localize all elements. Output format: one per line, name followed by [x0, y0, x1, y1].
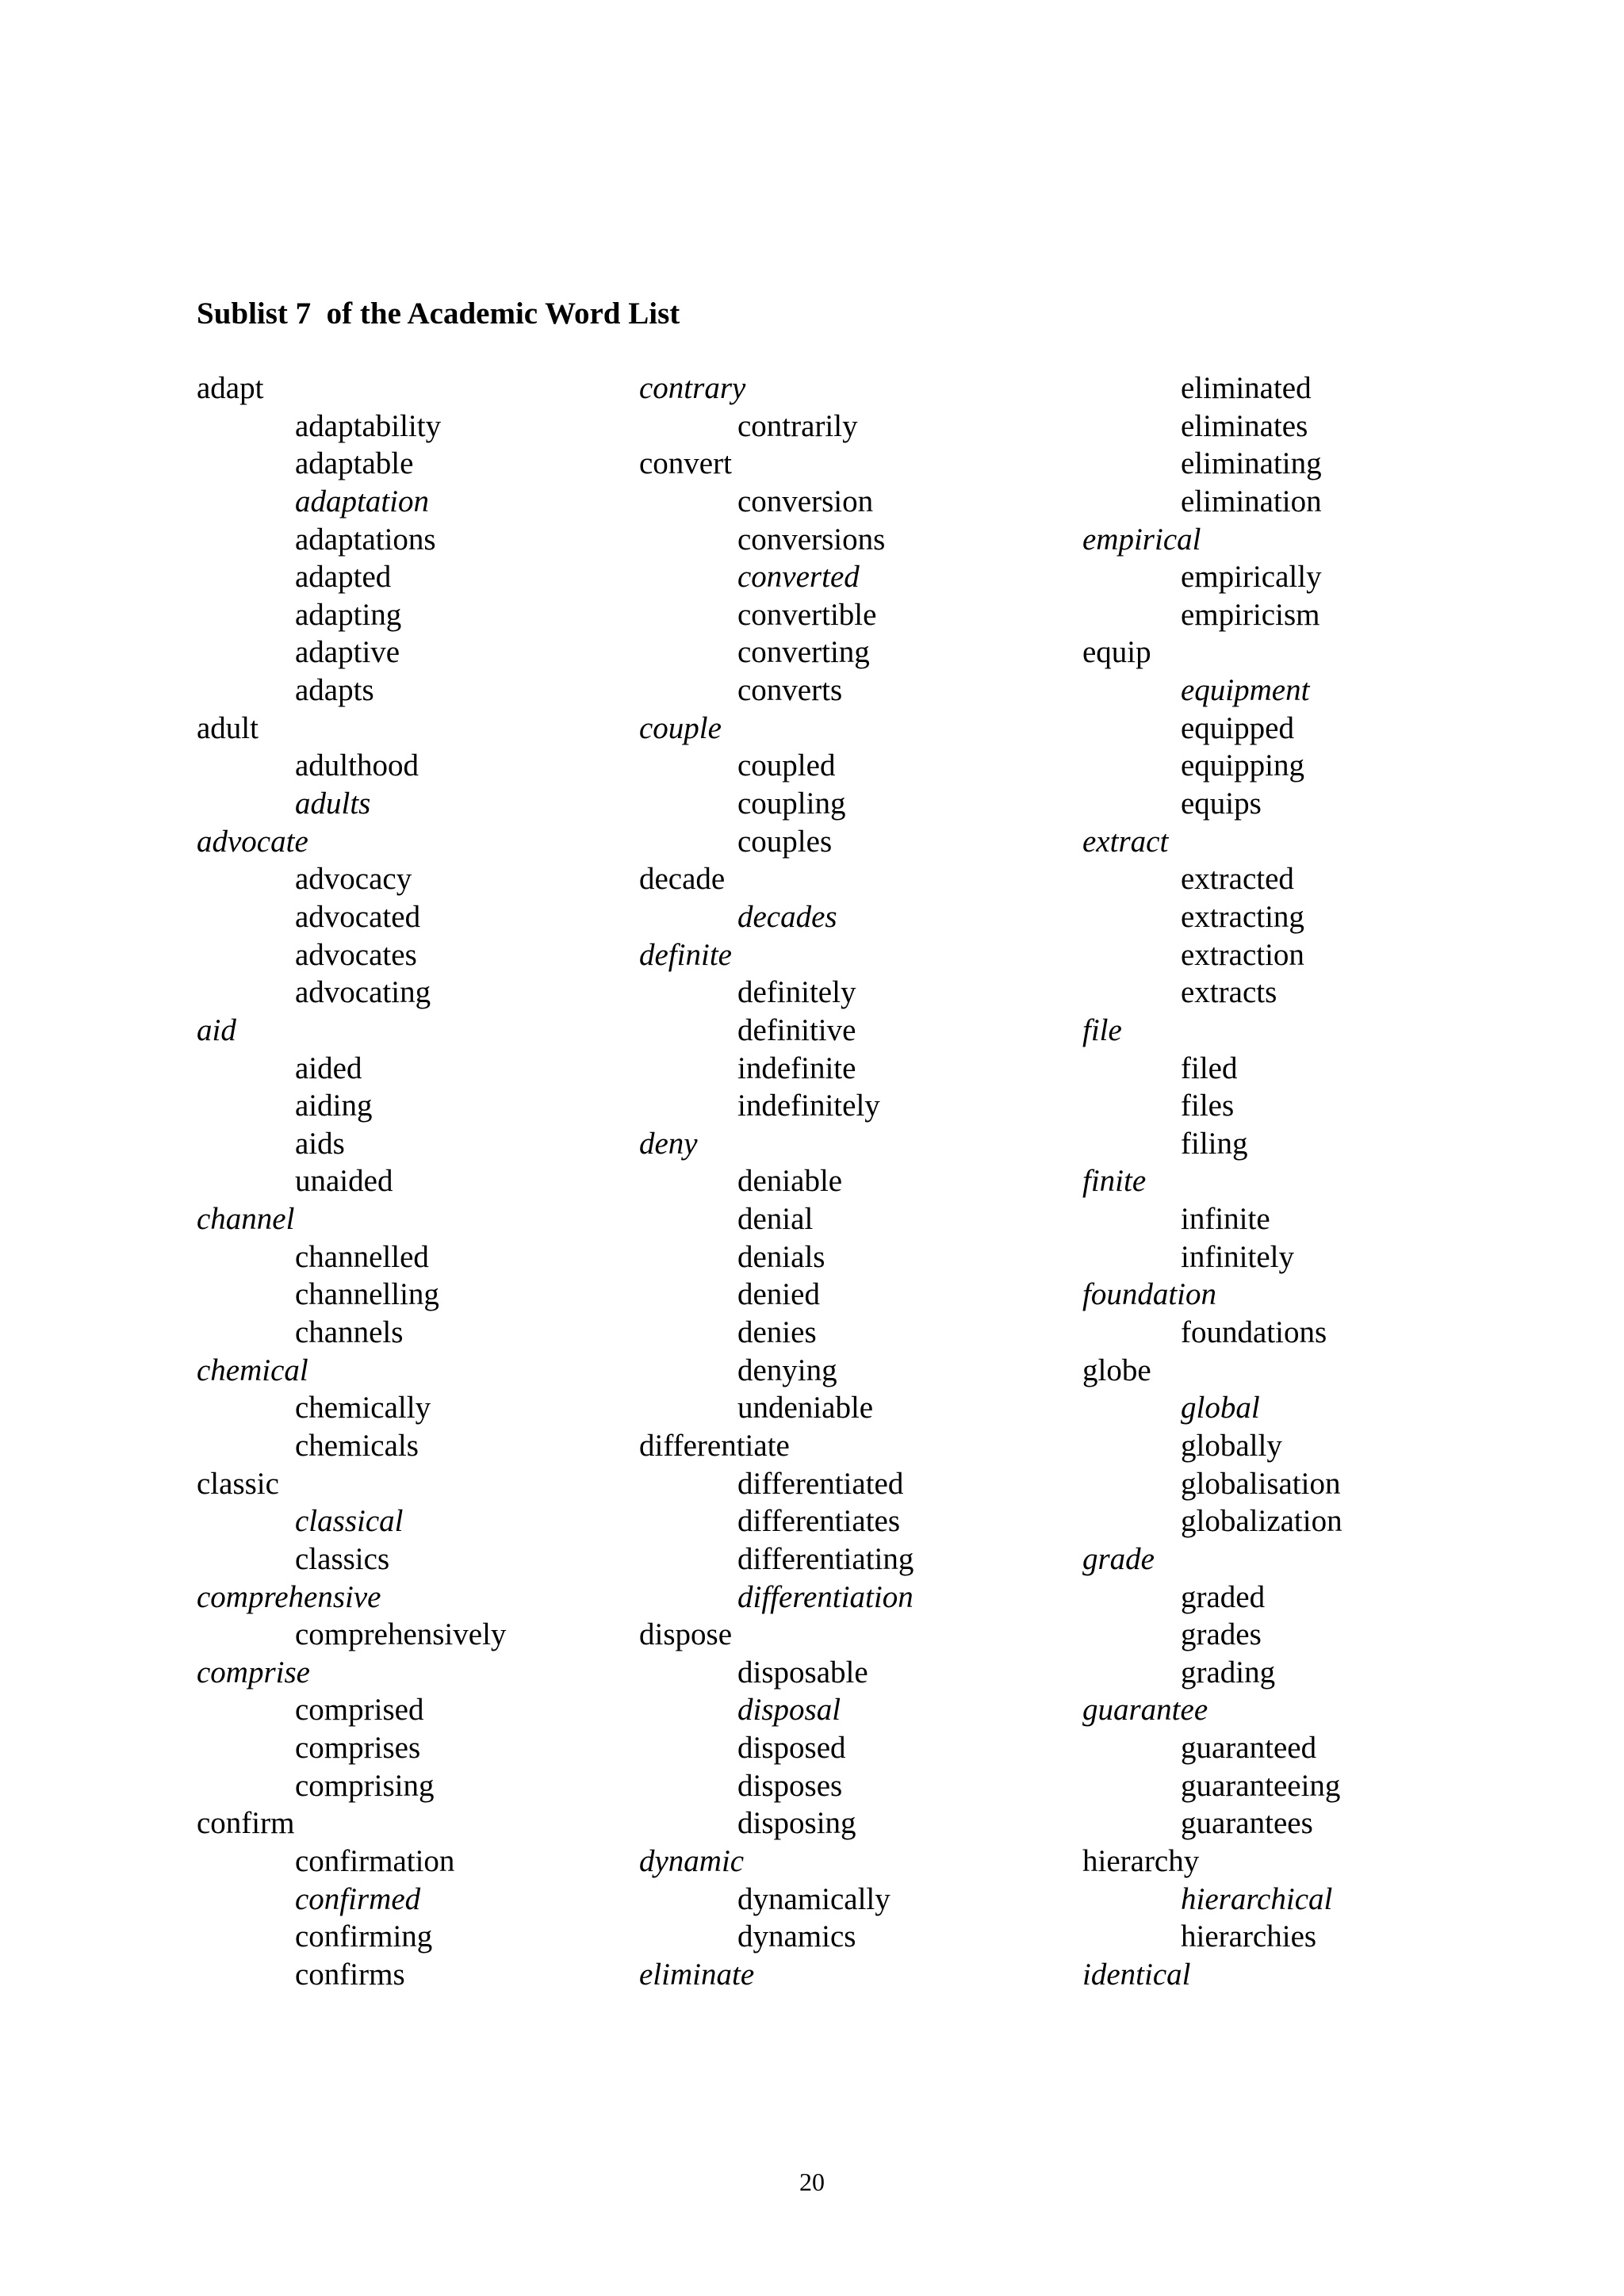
word-form: dynamically — [737, 1881, 891, 1916]
headword: advocate — [197, 824, 308, 859]
word-form: grades — [1181, 1617, 1262, 1652]
word-form: channelled — [295, 1239, 429, 1274]
headword: adapt — [197, 371, 264, 405]
word-form: extracts — [1181, 975, 1277, 1010]
word-column-2 — [639, 369, 914, 1994]
word-form: disposable — [737, 1655, 868, 1689]
word-form: adaptations — [295, 522, 436, 557]
word-form: comprises — [295, 1731, 421, 1766]
headword: empirical — [1082, 522, 1201, 557]
word-form: adapts — [295, 673, 374, 708]
word-form: guarantees — [1181, 1806, 1313, 1841]
word-form: equipping — [1181, 748, 1304, 783]
word-form: filing — [1181, 1126, 1248, 1161]
word-form: aids — [295, 1126, 345, 1161]
headword: adult — [197, 710, 259, 745]
word-form: equipped — [1181, 710, 1294, 745]
word-form: denying — [737, 1353, 837, 1387]
word-form: adaptable — [295, 446, 414, 481]
word-form: extracting — [1181, 899, 1304, 934]
word-form: disposed — [737, 1731, 846, 1766]
page-number: 20 — [799, 2168, 825, 2196]
headword: guarantee — [1082, 1693, 1208, 1728]
word-form: denials — [737, 1239, 825, 1274]
word-form: graded — [1181, 1579, 1266, 1614]
word-form: global — [1181, 1391, 1260, 1425]
headword: confirm — [197, 1806, 295, 1841]
word-form: advocated — [295, 899, 421, 934]
word-form: indefinitely — [737, 1089, 880, 1123]
word-form: differentiates — [737, 1504, 901, 1539]
headword: couple — [639, 710, 722, 745]
headword: equip — [1082, 635, 1151, 670]
word-form: unaided — [295, 1164, 393, 1199]
word-form: filed — [1181, 1050, 1238, 1085]
word-column-3 — [1082, 369, 1342, 1994]
word-form: coupled — [737, 748, 836, 783]
word-form: adapted — [295, 560, 392, 595]
page-title: Sublist 7 of the Academic Word List — [197, 297, 680, 331]
word-form: globalization — [1181, 1504, 1342, 1539]
word-form: globally — [1181, 1428, 1282, 1463]
headword: file — [1082, 1012, 1122, 1047]
headword: dispose — [639, 1617, 732, 1652]
word-form: decades — [737, 899, 837, 934]
word-form: globalisation — [1181, 1466, 1341, 1501]
headword: hierarchy — [1082, 1843, 1200, 1878]
headword: differentiate — [639, 1428, 790, 1463]
word-form: conversion — [737, 484, 874, 519]
word-form: eliminated — [1181, 371, 1312, 405]
word-form: elimination — [1181, 484, 1322, 519]
headword: deny — [639, 1126, 698, 1161]
word-form: eliminating — [1181, 446, 1322, 481]
word-form: differentiated — [737, 1466, 904, 1501]
word-form: files — [1181, 1089, 1235, 1123]
headword: eliminate — [639, 1957, 755, 1992]
word-form: foundations — [1181, 1315, 1327, 1350]
word-form: disposing — [737, 1806, 856, 1841]
word-form: denied — [737, 1277, 820, 1312]
word-form: grading — [1181, 1655, 1276, 1689]
headword: comprehensive — [197, 1579, 381, 1614]
word-form: advocates — [295, 937, 417, 972]
word-form: guaranteeing — [1181, 1768, 1341, 1803]
headword: chemical — [197, 1353, 308, 1387]
headword: comprise — [197, 1655, 310, 1689]
word-form: classics — [295, 1541, 390, 1576]
word-form: adaptability — [295, 408, 442, 443]
headword: identical — [1082, 1957, 1191, 1992]
headword: convert — [639, 446, 732, 481]
word-form: empirically — [1181, 560, 1322, 595]
word-form: coupling — [737, 786, 846, 821]
headword: definite — [639, 937, 732, 972]
word-form: denies — [737, 1315, 817, 1350]
word-form: empiricism — [1181, 597, 1320, 632]
word-form: disposes — [737, 1768, 843, 1803]
word-form: hierarchical — [1181, 1881, 1333, 1916]
headword: channel — [197, 1202, 295, 1237]
word-form: aiding — [295, 1089, 373, 1123]
word-form: dynamics — [737, 1919, 856, 1954]
word-form: deniable — [737, 1164, 843, 1199]
word-form: extracted — [1181, 862, 1294, 897]
headword: extract — [1082, 824, 1169, 859]
word-form: eliminates — [1181, 408, 1308, 443]
word-form: converted — [737, 560, 860, 595]
headword: finite — [1082, 1164, 1147, 1199]
word-form: undeniable — [737, 1391, 874, 1425]
word-form: convertible — [737, 597, 877, 632]
word-form: converts — [737, 673, 843, 708]
headword: aid — [197, 1012, 236, 1047]
word-form: couples — [737, 824, 833, 859]
headword: globe — [1082, 1353, 1151, 1387]
headword: contrary — [639, 371, 746, 405]
word-form: confirms — [295, 1957, 405, 1992]
word-form: adapting — [295, 597, 402, 632]
word-form: adults — [295, 786, 371, 821]
word-form: differentiation — [737, 1579, 914, 1614]
word-form: infinite — [1181, 1202, 1270, 1237]
word-form: infinitely — [1181, 1239, 1294, 1274]
word-form: extraction — [1181, 937, 1304, 972]
word-form: channelling — [295, 1277, 439, 1312]
headword: foundation — [1082, 1277, 1217, 1312]
word-form: comprised — [295, 1693, 424, 1728]
word-form: comprehensively — [295, 1617, 507, 1652]
word-form: channels — [295, 1315, 404, 1350]
word-form: advocating — [295, 975, 431, 1010]
headword: grade — [1082, 1541, 1155, 1576]
word-form: confirmed — [295, 1881, 421, 1916]
word-form: hierarchies — [1181, 1919, 1317, 1954]
word-form: conversions — [737, 522, 886, 557]
word-form: equips — [1181, 786, 1262, 821]
word-form: adaptation — [295, 484, 430, 519]
headword: decade — [639, 862, 726, 897]
word-form: aided — [295, 1050, 362, 1085]
word-form: adulthood — [295, 748, 419, 783]
word-form: definitely — [737, 975, 856, 1010]
word-form: indefinite — [737, 1050, 856, 1085]
word-form: comprising — [295, 1768, 435, 1803]
word-form: chemically — [295, 1391, 431, 1425]
word-form: adaptive — [295, 635, 400, 670]
word-column-1 — [197, 369, 506, 1994]
headword: classic — [197, 1466, 279, 1501]
word-form: confirmation — [295, 1843, 455, 1878]
word-form: advocacy — [295, 862, 412, 897]
word-form: differentiating — [737, 1541, 914, 1576]
word-form: equipment — [1181, 673, 1310, 708]
word-form: contrarily — [737, 408, 858, 443]
word-form: confirming — [295, 1919, 433, 1954]
word-form: converting — [737, 635, 870, 670]
word-form: denial — [737, 1202, 814, 1237]
headword: dynamic — [639, 1843, 745, 1878]
word-form: classical — [295, 1504, 404, 1539]
word-form: chemicals — [295, 1428, 419, 1463]
word-form: disposal — [737, 1693, 841, 1728]
word-form: guaranteed — [1181, 1731, 1317, 1766]
word-form: definitive — [737, 1012, 856, 1047]
